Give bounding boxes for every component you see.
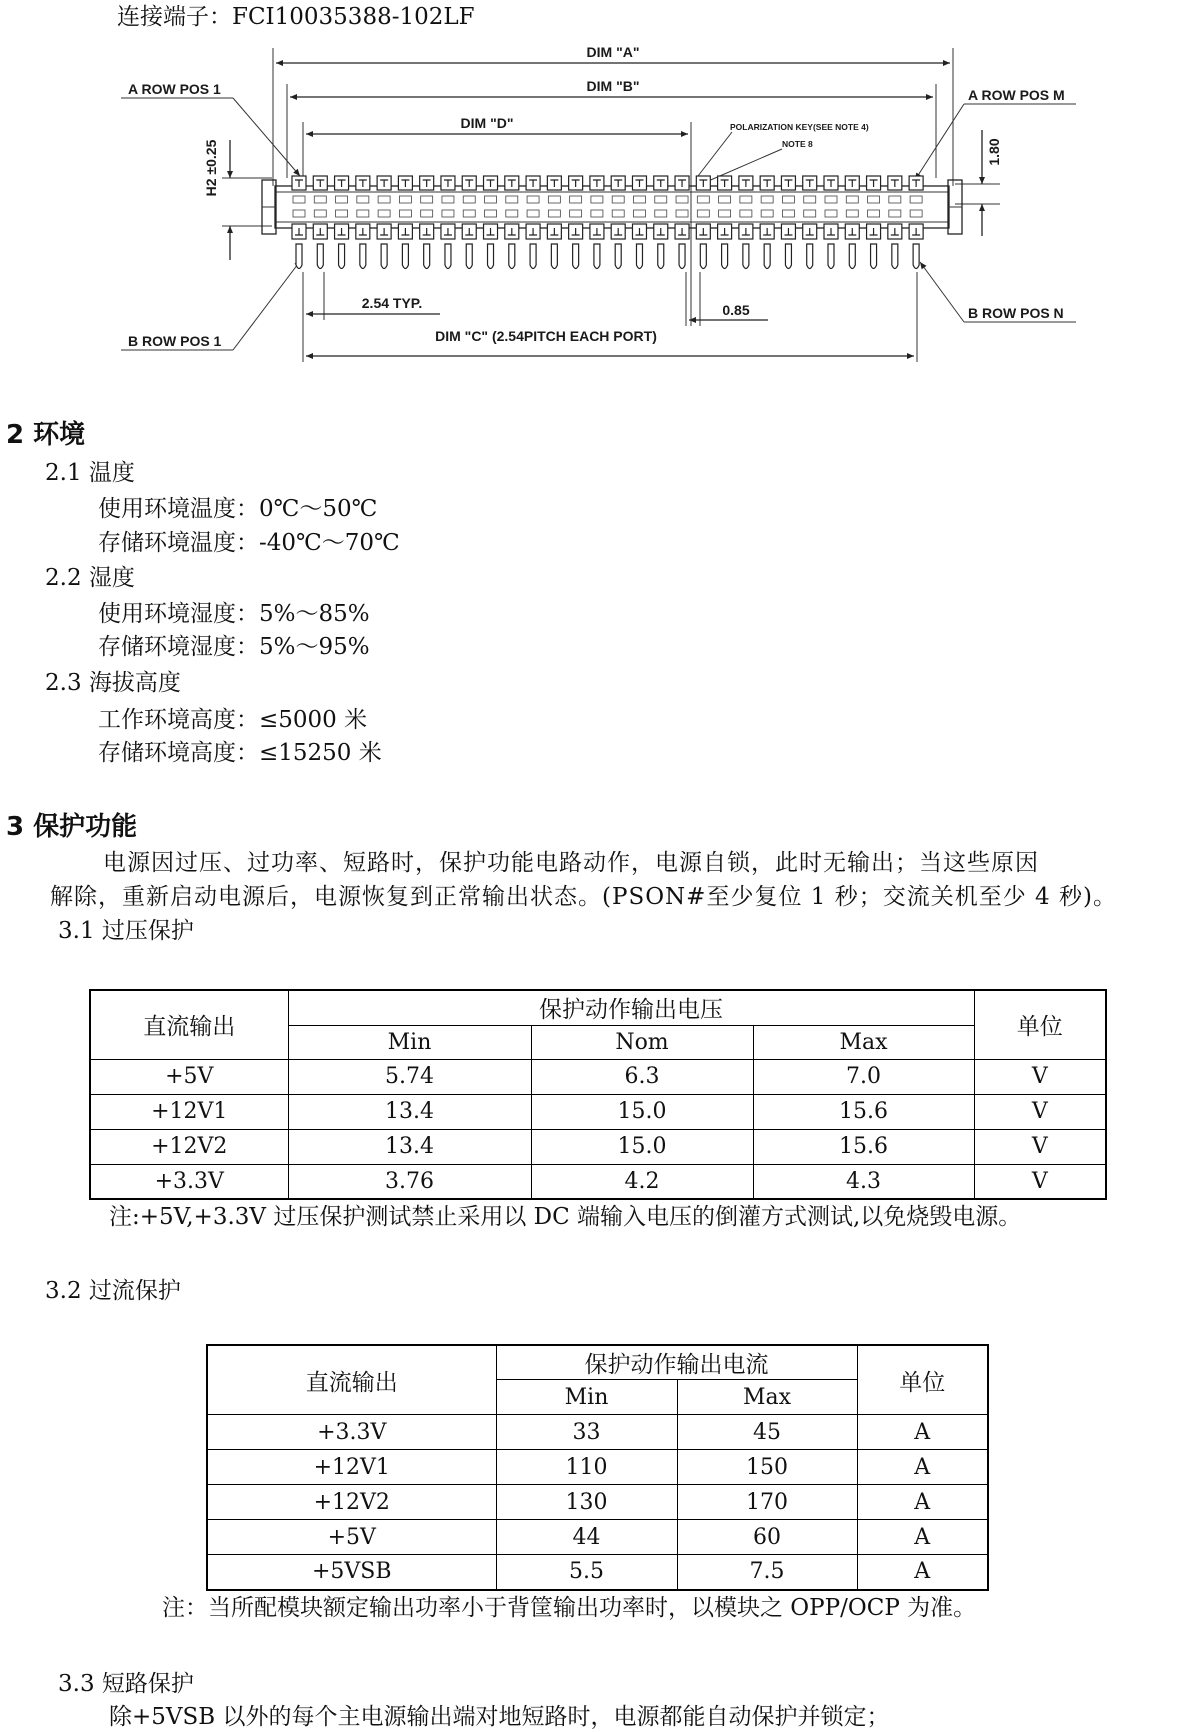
ocp-col-group: 保护动作输出电流 [496,1345,857,1380]
humidity-heading: 2.2 湿度 [45,565,135,591]
pin-label-mark [442,210,454,217]
pin-tail [339,244,345,269]
table-row [90,1059,1106,1094]
pin-tail [317,244,323,269]
pin-label-mark [676,196,688,203]
table-row [207,1415,988,1450]
dim-d-label: DIM "D" [460,115,514,131]
ocp-unit: A [857,1485,988,1520]
operating-altitude: 工作环境高度：≤5000 米 [98,707,368,733]
dim-b-label: DIM "B" [586,78,640,94]
pin-label-mark [485,210,497,217]
dim-180-label: 1.80 [986,138,1002,166]
pin-label-mark [697,210,709,217]
ocp-max: 7.5 [677,1555,857,1590]
pin-label-mark [314,210,326,217]
short-circuit-text: 除+5VSB 以外的每个主电源输出端对地短路时，电源都能自动保护并锁定； [109,1704,890,1730]
pin-tail [466,244,472,269]
altitude-heading: 2.3 海拔高度 [45,670,181,696]
ocp-heading: 3.2 过流保护 [45,1278,181,1304]
pin-label-mark [591,210,603,217]
ocp-col-unit: 单位 [857,1345,988,1415]
ovp-min: 5.74 [288,1059,531,1094]
ovp-max: 15.6 [753,1129,974,1164]
pin-tail [722,244,728,269]
connector-drawing [0,0,1200,370]
dim-085-label: 0.85 [722,302,750,318]
pin-label-mark [868,210,880,217]
ocp-col-max: Max [677,1380,857,1415]
pin-label-mark [378,196,390,203]
ovp-nom: 15.0 [531,1094,753,1129]
ocp-output: +12V2 [207,1485,496,1520]
pin-label-mark [399,210,411,217]
ocp-col-min: Min [496,1380,677,1415]
pin-label-mark [633,196,645,203]
b-row-pos-n-label: B ROW POS N [968,305,1064,321]
pin-tail [871,244,877,269]
pin-label-mark [719,210,731,217]
pin-tail [636,244,642,269]
ovp-min: 13.4 [288,1094,531,1129]
pin-label-mark [889,196,901,203]
pin-label-mark [463,210,475,217]
pin-label-mark [846,196,858,203]
ovp-output: +12V1 [90,1094,288,1129]
ocp-min: 44 [496,1520,677,1555]
ovp-col-output: 直流输出 [90,990,288,1059]
pin-tail [509,244,515,269]
pin-label-mark [697,196,709,203]
pin-label-mark [548,210,560,217]
pin-label-mark [825,196,837,203]
b-row-pos-n-leader [920,262,964,322]
pin-label-mark [293,196,305,203]
pin-label-mark [633,210,645,217]
ovp-note: 注:+5V,+3.3V 过压保护测试禁止采用以 DC 端输入电压的倒灌方式测试,以免烧毁电源。 [109,1204,1022,1230]
pin-label-mark [761,196,773,203]
ovp-unit: V [974,1059,1106,1094]
pitch-label: 2.54 TYP. [361,295,423,311]
pin-label-mark [889,210,901,217]
pin-tail [785,244,791,269]
pin-label-mark [782,196,794,203]
pin-label-mark [910,196,922,203]
ocp-output: +5VSB [207,1555,496,1590]
a-row-pos-m-label: A ROW POS M [968,87,1065,103]
ovp-nom: 4.2 [531,1164,753,1199]
pin-label-mark [314,196,326,203]
polarization-key-label: POLARIZATION KEY(SEE NOTE 4) [730,122,869,132]
pin-label-mark [442,196,454,203]
pin-label-mark [591,196,603,203]
b-row-pos-1-label: B ROW POS 1 [128,333,222,349]
operating-humidity: 使用环境湿度：5%～85% [98,601,370,627]
pin-tail [849,244,855,269]
ovp-min: 13.4 [288,1129,531,1164]
pin-label-mark [399,196,411,203]
pin-label-mark [846,210,858,217]
dim-c-label: DIM "C" (2.54PITCH EACH PORT) [435,328,657,344]
ovp-col-min: Min [288,1025,531,1059]
ovp-heading: 3.1 过压保护 [58,918,194,944]
ocp-unit: A [857,1415,988,1450]
ocp-table [206,1344,989,1591]
short-circuit-heading: 3.3 短路保护 [58,1671,194,1697]
pin-label-mark [761,210,773,217]
table-row [207,1520,988,1555]
pin-label-mark [740,196,752,203]
pin-tail [488,244,494,269]
pin-label-mark [463,196,475,203]
pin-label-mark [655,210,667,217]
pin-tail [424,244,430,269]
a-row-pos-m-leader [915,104,964,180]
table-row [207,1555,988,1590]
ovp-output: +12V2 [90,1129,288,1164]
pin-label-mark [740,210,752,217]
section-3-heading: 3 保护功能 [6,812,138,842]
pin-tail [551,244,557,269]
pin-tail [402,244,408,269]
pin-label-mark [825,210,837,217]
table-row [207,1450,988,1485]
pin-label-mark [357,210,369,217]
pin-label-mark [910,210,922,217]
pin-label-mark [357,196,369,203]
ocp-unit: A [857,1450,988,1485]
pin-label-mark [506,210,518,217]
pin-label-mark [782,210,794,217]
ovp-output: +5V [90,1059,288,1094]
pin-label-mark [421,196,433,203]
pin-tail [445,244,451,269]
a-row-pos-1-label: A ROW POS 1 [128,81,221,97]
pin-label-mark [655,196,667,203]
ocp-min: 33 [496,1415,677,1450]
connector-part-number: 连接端子：FCI10035388-102LF [117,4,475,30]
ocp-max: 150 [677,1450,857,1485]
pin-tail [764,244,770,269]
protection-intro-line-2: 解除，重新启动电源后，电源恢复到正常输出状态。(PSON#至少复位 1 秒；交流关机至少 4 秒)。 [50,884,1117,910]
ovp-unit: V [974,1094,1106,1129]
temperature-heading: 2.1 温度 [45,460,135,486]
table-row [90,1094,1106,1129]
pin-label-mark [421,210,433,217]
ovp-unit: V [974,1129,1106,1164]
ovp-max: 4.3 [753,1164,974,1199]
pin-label-mark [548,196,560,203]
table-row [207,1485,988,1520]
ocp-output: +3.3V [207,1415,496,1450]
ovp-col-unit: 单位 [974,990,1106,1059]
pin-label-mark [804,210,816,217]
ocp-min: 110 [496,1450,677,1485]
pin-tail [700,244,706,269]
ocp-max: 170 [677,1485,857,1520]
ocp-min: 130 [496,1485,677,1520]
table-row [90,1129,1106,1164]
pin-tail [913,244,919,269]
dim-a-label: DIM "A" [586,44,640,60]
storage-temperature: 存储环境温度：-40℃～70℃ [98,530,400,556]
pin-label-mark [868,196,880,203]
ocp-note: 注：当所配模块额定输出功率小于背筐输出功率时，以模块之 OPP/OCP 为准。 [162,1595,977,1621]
section-2-heading: 2 环境 [6,420,86,450]
pin-tail [296,244,302,269]
ocp-output: +12V1 [207,1450,496,1485]
ovp-col-group: 保护动作输出电压 [288,990,974,1025]
protection-intro-line-1: 电源因过压、过功率、短路时，保护功能电路动作，电源自锁，此时无输出；当这些原因 [103,850,1039,876]
pin-label-mark [570,196,582,203]
pin-label-mark [336,196,348,203]
polarization-leader [698,132,732,176]
ocp-col-output: 直流输出 [207,1345,496,1415]
pin-tail [743,244,749,269]
storage-altitude: 存储环境高度：≤15250 米 [98,740,382,766]
pin-tail [807,244,813,269]
ovp-col-max: Max [753,1025,974,1059]
ocp-max: 60 [677,1520,857,1555]
pin-label-mark [676,210,688,217]
ovp-col-nom: Nom [531,1025,753,1059]
pin-tail [892,244,898,269]
pin-label-mark [570,210,582,217]
ocp-unit: A [857,1555,988,1590]
pin-tail [615,244,621,269]
ovp-max: 7.0 [753,1059,974,1094]
pin-tail [828,244,834,269]
ovp-nom: 15.0 [531,1129,753,1164]
table-row [90,1164,1106,1199]
note-8-label: NOTE 8 [782,139,813,149]
pin-label-mark [612,196,624,203]
ovp-min: 3.76 [288,1164,531,1199]
ocp-max: 45 [677,1415,857,1450]
pin-tail [381,244,387,269]
pin-tail [594,244,600,269]
pin-tail [658,244,664,269]
ovp-max: 15.6 [753,1094,974,1129]
pin-label-mark [506,196,518,203]
extension-lines [222,48,1000,362]
ovp-output: +3.3V [90,1164,288,1199]
pin-label-mark [719,196,731,203]
pin-label-mark [612,210,624,217]
pin-label-mark [527,210,539,217]
pin-tail [679,244,685,269]
ovp-table [89,989,1107,1200]
h2-label: H2 ±0.25 [203,139,219,197]
ocp-unit: A [857,1520,988,1555]
storage-humidity: 存储环境湿度：5%～95% [98,634,370,660]
pin-label-mark [527,196,539,203]
ovp-unit: V [974,1164,1106,1199]
pin-label-mark [804,196,816,203]
b-row-pos-1-leader [233,260,301,350]
pin-tail [360,244,366,269]
pin-label-mark [293,210,305,217]
pin-tail [530,244,536,269]
ocp-min: 5.5 [496,1555,677,1590]
a-row-pos-1-leader [233,98,300,176]
ocp-output: +5V [207,1520,496,1555]
pin-label-mark [336,210,348,217]
operating-temperature: 使用环境温度：0℃～50℃ [98,496,378,522]
pin-label-mark [378,210,390,217]
ovp-nom: 6.3 [531,1059,753,1094]
pin-tail [573,244,579,269]
pin-label-mark [485,196,497,203]
